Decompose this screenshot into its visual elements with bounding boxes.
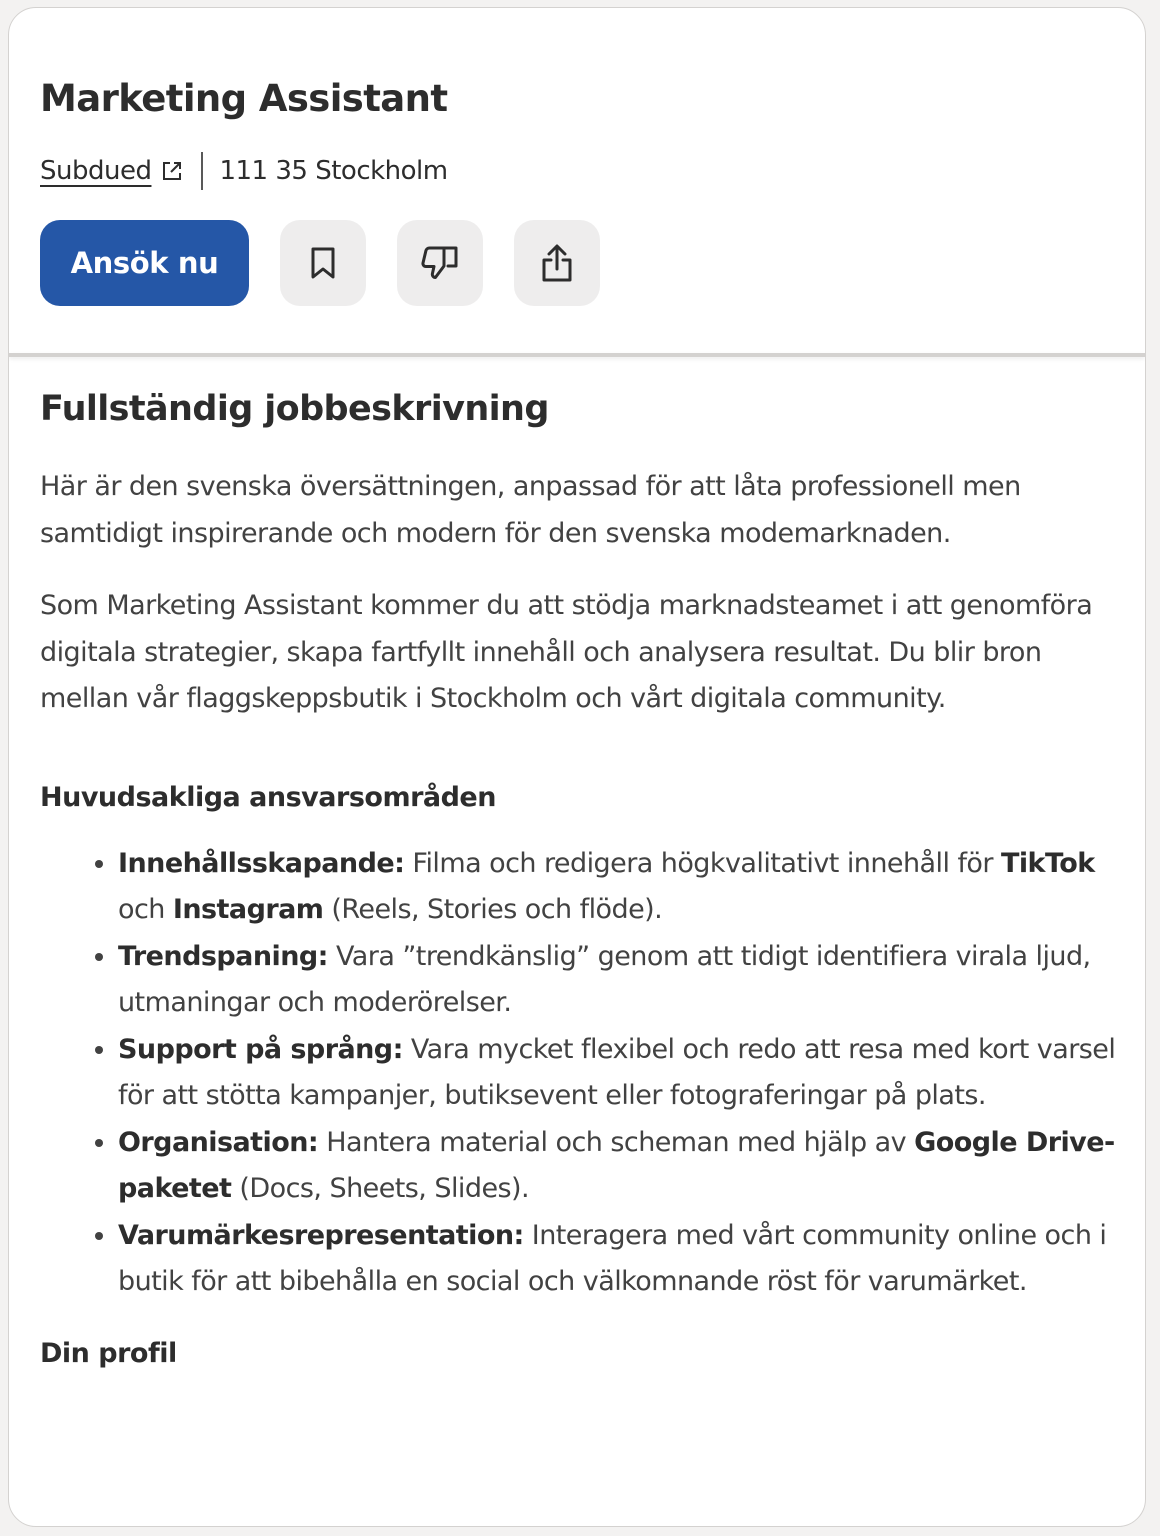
thumbs-down-icon <box>420 245 460 281</box>
summary-paragraph: Som Marketing Assistant kommer du att stödja marknadsteamet i att genomföra digitala strategier, skapa fartfyllt innehåll och analysera resultat. Du blir bron mellan vår flaggskeppsbutik i Stockholm och vårt digitala community. <box>40 590 1093 714</box>
row-divider <box>201 152 203 190</box>
responsibilities-heading: Huvudsakliga ansvarsområden <box>40 781 496 813</box>
company-location-row <box>40 151 448 191</box>
job-description <box>40 388 1120 1369</box>
header-divider <box>9 353 1145 357</box>
share-job-button[interactable] <box>514 220 600 306</box>
profile-heading: Din profil <box>40 1337 177 1369</box>
responsibilities-list <box>40 841 1120 1306</box>
share-icon <box>540 243 574 283</box>
external-link-icon[interactable] <box>161 160 183 182</box>
company-link[interactable]: Subdued <box>40 156 152 186</box>
bookmark-icon <box>308 246 338 280</box>
job-header <box>9 8 1145 353</box>
job-details-card <box>8 7 1146 1527</box>
intro-paragraph: Här är den svenska översättningen, anpassad för att låta professionell men samtidigt inspirerande och modern för den svenska modemarknaden. <box>40 471 1021 549</box>
save-job-button[interactable] <box>280 220 366 306</box>
list-item: • Varumärkesrepresentation: Interagera med vårt community online och i butik för att bibehålla en social och välkomnande röst för varumärket. <box>118 1213 1120 1306</box>
job-title: Marketing Assistant <box>40 77 448 120</box>
apply-now-button[interactable]: Ansök nu <box>40 220 249 306</box>
list-item: • Support på språng: Vara mycket flexibel och redo att resa med kort varsel för att stötta kampanjer, butiksevent eller fotograferingar på plats. <box>118 1027 1120 1120</box>
list-item: • Innehållsskapande: Filma och redigera högkvalitativt innehåll för TikTok och Instagram (Reels, Stories och flöde). <box>118 841 1120 934</box>
action-bar <box>40 220 600 306</box>
list-item: • Organisation: Hantera material och scheman med hjälp av Google Drive-paketet (Docs, Sheets, Slides). <box>118 1120 1120 1213</box>
not-interested-button[interactable] <box>397 220 483 306</box>
job-location: 111 35 Stockholm <box>219 156 448 186</box>
list-item: • Trendspaning: Vara ”trendkänslig” genom att tidigt identifiera virala ljud, utmaningar och moderörelser. <box>118 934 1120 1027</box>
section-title: Fullständig jobbeskrivning <box>40 389 549 429</box>
